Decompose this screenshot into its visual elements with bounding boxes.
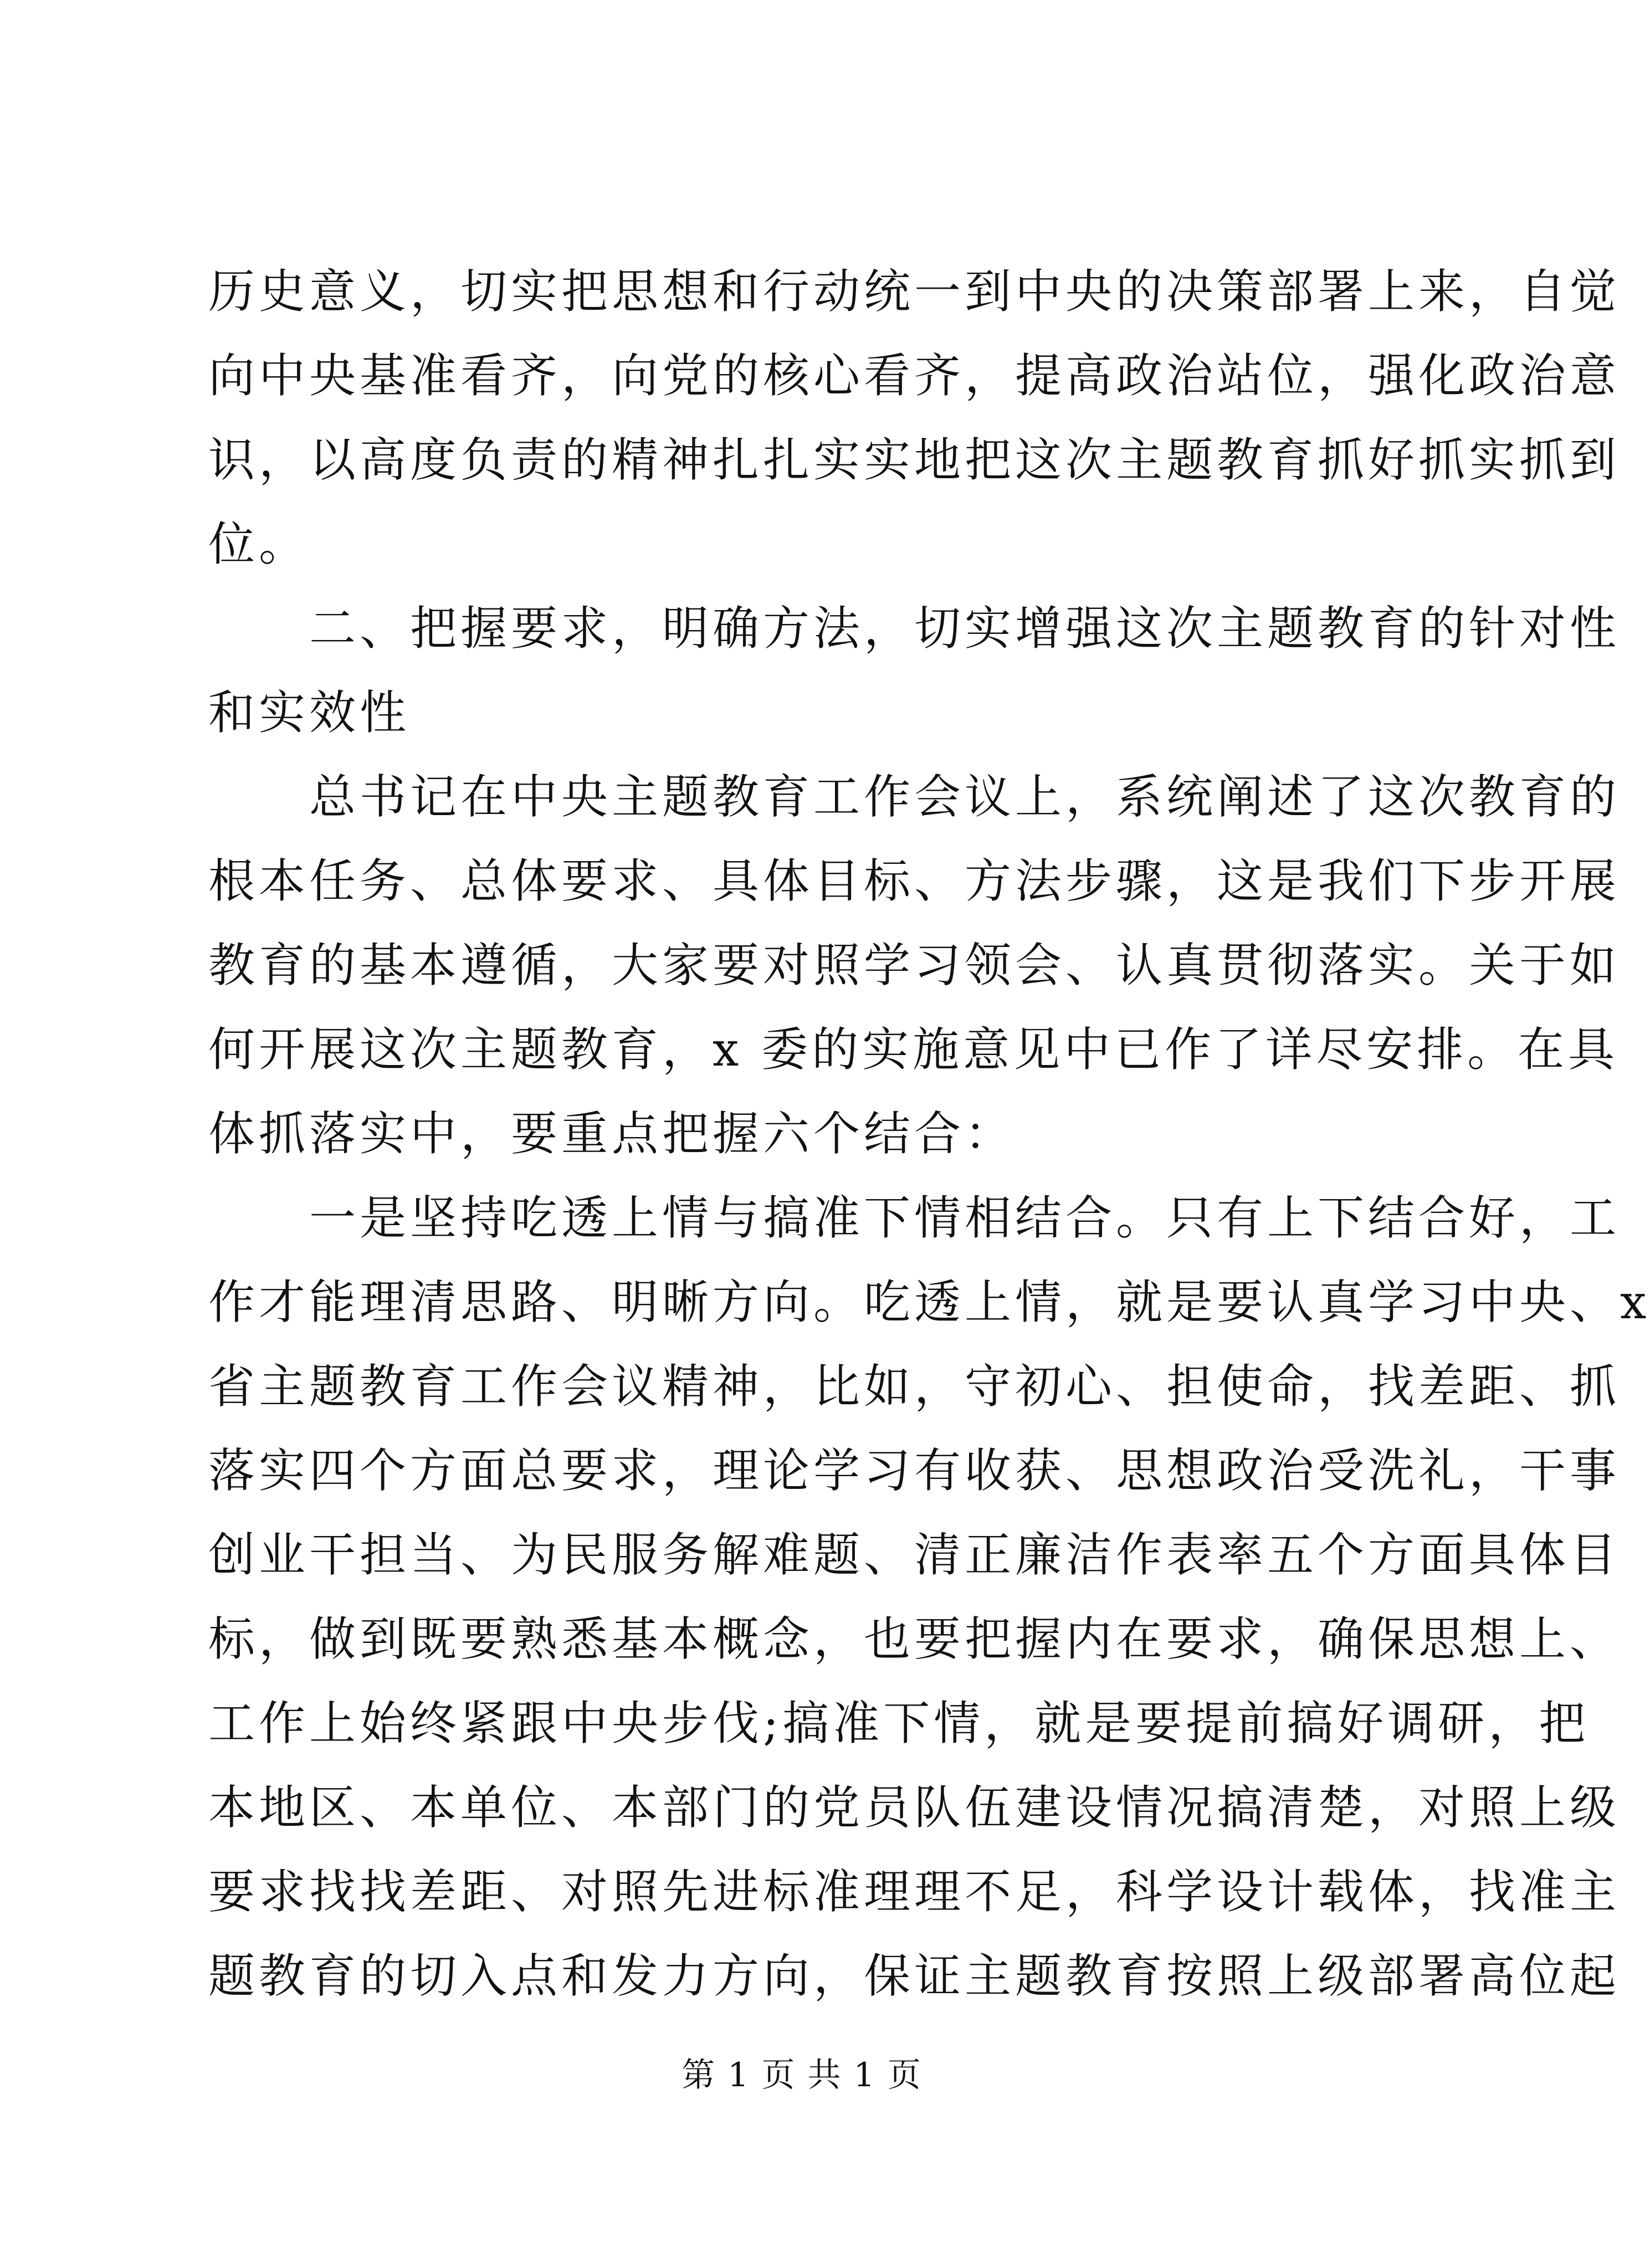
text-line: 教育的基本遵循，大家要对照学习领会、认真贯彻落实。关于如: [208, 938, 1621, 992]
text-line: 一是坚持吃透上情与搞准下情相结合。只有上下结合好，工: [309, 1191, 1621, 1245]
text-line: 创业干担当、为民服务解难题、清正廉洁作表率五个方面具体目: [208, 1528, 1621, 1582]
text-line: 位。: [208, 517, 310, 571]
section-heading-line: 和实效性: [208, 685, 411, 740]
text-line: 省主题教育工作会议精神，比如，守初心、担使命，找差距、抓: [208, 1359, 1621, 1414]
text-line: 向中央基准看齐，向党的核心看齐，提高政治站位，强化政治意: [208, 349, 1621, 403]
text-line: 何开展这次主题教育，x 委的实施意见中已作了详尽安排。在具: [208, 1022, 1619, 1077]
text-line: 体抓落实中，要重点把握六个结合：: [208, 1107, 1016, 1161]
text-line: 总书记在中央主题教育工作会议上，系统阐述了这次教育的: [309, 770, 1621, 824]
text-line: 历史意义，切实把思想和行动统一到中央的决策部署上来，自觉: [208, 264, 1621, 319]
section-heading-line: 二、把握要求，明确方法，切实增强这次主题教育的针对性: [309, 601, 1621, 656]
text-line: 识，以高度负责的精神扎扎实实地把这次主题教育抓好抓实抓到: [208, 433, 1621, 487]
text-line: 工作上始终紧跟中央步伐;搞准下情，就是要提前搞好调研，把: [208, 1696, 1590, 1750]
text-line: 本地区、本单位、本部门的党员队伍建设情况搞清楚，对照上级: [208, 1780, 1621, 1835]
text-line: 要求找找差距、对照先进标准理理不足，科学设计载体，找准主: [208, 1865, 1621, 1919]
document-body: [208, 249, 1650, 2018]
text-line: 落实四个方面总要求，理论学习有收获、思想政治受洗礼，干事: [208, 1443, 1621, 1498]
page-footer: 第 1 页 共 1 页: [681, 2056, 922, 2095]
text-line: 作才能理清思路、明晰方向。吃透上情，就是要认真学习中央、x: [208, 1275, 1650, 1329]
text-line: 标，做到既要熟悉基本概念，也要把握内在要求，确保思想上、: [208, 1612, 1621, 1666]
text-line: 题教育的切入点和发力方向，保证主题教育按照上级部署高位起: [208, 1949, 1621, 2003]
text-line: 根本任务、总体要求、具体目标、方法步骤，这是我们下步开展: [208, 854, 1621, 908]
